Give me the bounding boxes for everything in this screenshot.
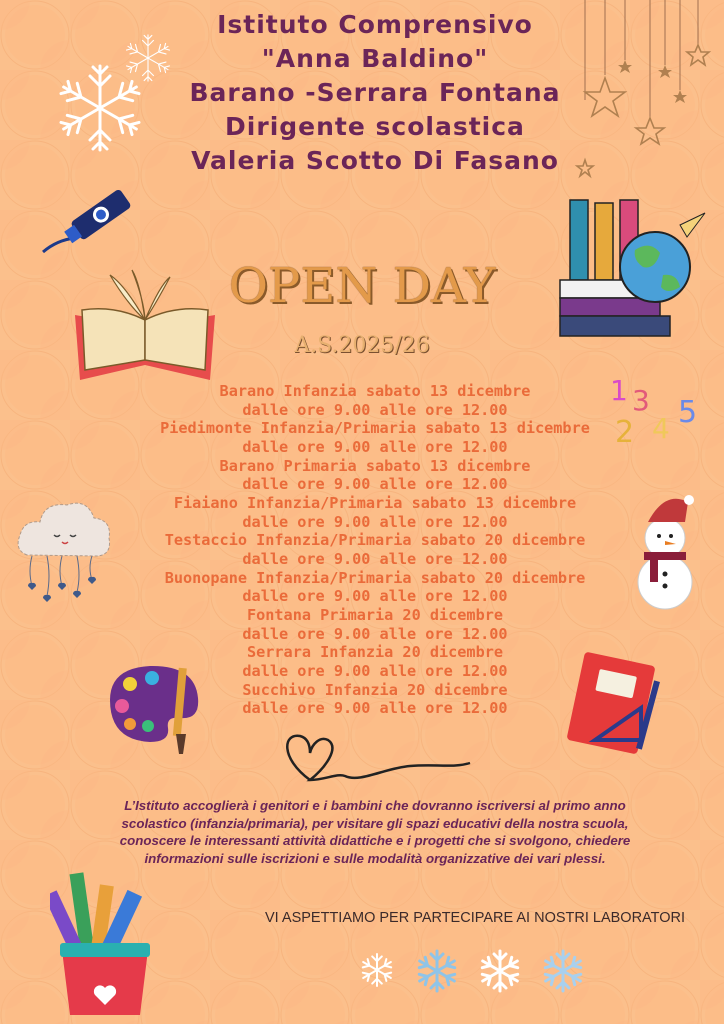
notebook-icon (565, 650, 660, 755)
schedule-line: dalle ore 9.00 alle ore 12.00 (242, 400, 508, 419)
schedule-line: Barano Primaria sabato 13 dicembre (219, 456, 531, 475)
schedule-list (150, 382, 600, 718)
event-title: OPEN DAY (228, 258, 496, 314)
schedule-line: Fiaiano Infanzia/Primaria sabato 13 dicembre (173, 493, 577, 512)
number-2: 2 (615, 415, 635, 450)
marker-icon (35, 180, 135, 260)
number-5: 5 (678, 395, 698, 430)
heart-scribble-icon (275, 728, 475, 788)
schedule-line: dalle ore 9.00 alle ore 12.00 (242, 475, 508, 494)
schedule-line: Succhivo Infanzia 20 dicembre (242, 680, 508, 699)
schedule-line: Serrara Infanzia 20 dicembre (246, 643, 504, 662)
intro-line: L’Istituto accoglierà i genitori e i bambini che dovranno iscriversi al primo anno (124, 798, 626, 813)
snowflake-icon (355, 945, 595, 1000)
schedule-line: dalle ore 9.00 alle ore 12.00 (242, 512, 508, 531)
star-icon (570, 0, 720, 180)
intro-paragraph (80, 797, 670, 867)
number-3: 3 (632, 384, 650, 417)
schedule-line: dalle ore 9.00 alle ore 12.00 (242, 437, 508, 456)
header-line-1: Istituto Comprensivo (217, 10, 533, 39)
snowflake-icon (45, 30, 180, 180)
schedule-line: Fontana Primaria 20 dicembre (246, 605, 504, 624)
schedule-line: dalle ore 9.00 alle ore 12.00 (242, 624, 508, 643)
header-line-3: Barano -Serrara Fontana (189, 78, 561, 107)
header-line-4: Dirigente scolastica (225, 112, 525, 141)
numbers-icon (600, 370, 715, 450)
header-line-5: Valeria Scotto Di Fasano (191, 146, 559, 175)
laboratory-invitation: VI ASPETTIAMO PER PARTECIPARE AI NOSTRI LABORATORI (264, 910, 686, 926)
intro-line: informazioni sulle iscrizioni e sulle modalità organizzative dei vari plessi. (144, 850, 606, 866)
header-line-2: "Anna Baldino" (261, 44, 489, 73)
intro-line: scolastico (infanzia/primaria), per visitare gli spazi educativi della nostra scuola, (121, 815, 629, 831)
schedule-line: dalle ore 9.00 alle ore 12.00 (242, 699, 508, 718)
schedule-line: dalle ore 9.00 alle ore 12.00 (242, 549, 508, 568)
schedule-line: Buonopane Infanzia/Primaria sabato 20 dicembre (164, 568, 586, 587)
pencil-cup-icon (50, 865, 160, 1020)
schedule-line: dalle ore 9.00 alle ore 12.00 (242, 587, 508, 606)
number-1: 1 (610, 374, 628, 407)
schedule-line: Barano Infanzia sabato 13 dicembre (219, 382, 531, 400)
schedule-line: dalle ore 9.00 alle ore 12.00 (242, 661, 508, 680)
palette-icon (100, 660, 210, 755)
schedule-line: Testaccio Infanzia/Primaria sabato 20 dicembre (164, 531, 586, 550)
number-4: 4 (652, 412, 670, 445)
school-header (150, 8, 600, 178)
school-year: A.S.2025/26 (294, 333, 430, 358)
intro-line: conoscere le interessanti attività didattiche e i progetti che si svolgono, chiedere (119, 833, 631, 848)
schedule-line: Piedimonte Infanzia/Primaria sabato 13 dicembre (160, 419, 590, 438)
cloud-icon (12, 490, 117, 620)
snowman-icon (630, 490, 700, 615)
